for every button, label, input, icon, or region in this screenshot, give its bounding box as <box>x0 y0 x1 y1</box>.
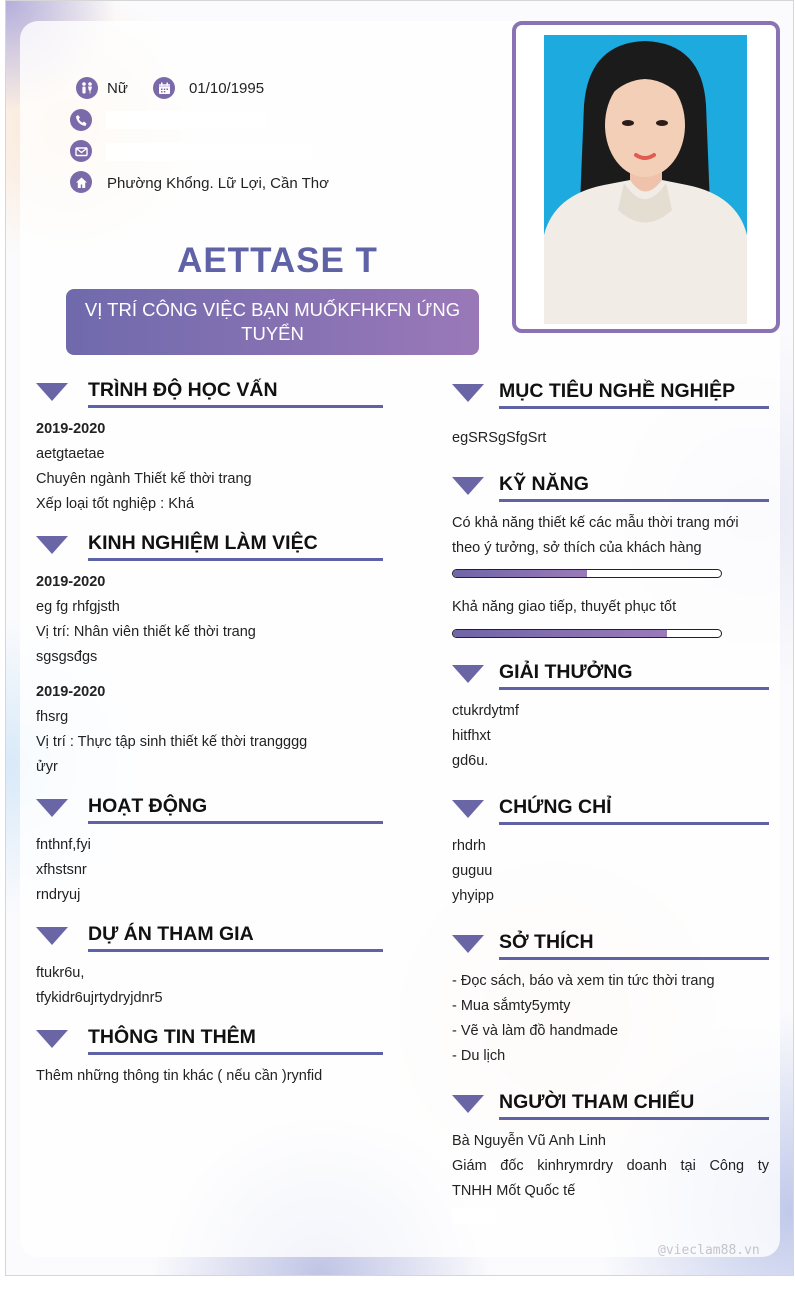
job-desc: ửyr <box>36 759 58 775</box>
hobby-item: - Mua sắmty5ymty <box>452 998 571 1014</box>
phone-icon <box>70 109 92 131</box>
section-underline <box>88 558 383 561</box>
job-period: 2019-2020 <box>36 574 106 590</box>
profile-photo <box>544 35 747 324</box>
education-title: TRÌNH ĐỘ HỌC VẤN <box>88 379 278 401</box>
more-info-text: Thêm những thông tin khác ( nếu cần )rynfid <box>36 1068 323 1084</box>
mail-icon <box>70 140 92 162</box>
job-role: Vị trí: Nhân viên thiết kế thời trang <box>36 624 256 640</box>
section-underline <box>88 405 383 408</box>
activity-item: fnthnf,fyi <box>36 837 91 853</box>
section-underline <box>499 687 769 690</box>
reference-title: NGƯỜI THAM CHIẾU <box>499 1091 695 1113</box>
skill-text: Khả năng giao tiếp, thuyết phục tốt <box>452 599 677 615</box>
triangle-bullet-icon <box>36 383 68 401</box>
email-redacted <box>106 143 311 161</box>
hobbies-title: SỞ THÍCH <box>499 931 594 953</box>
education-grade: Xếp loại tốt nghiệp : Khá <box>36 496 195 512</box>
education-major: Chuyên ngành Thiết kế thời trang <box>36 471 252 487</box>
cv-page <box>5 0 794 1276</box>
job-role: Vị trí : Thực tập sinh thiết kế thời trangggg <box>36 734 308 750</box>
experience-title: KINH NGHIỆM LÀM VIỆC <box>88 532 318 554</box>
skills-title: KỸ NĂNG <box>499 473 589 495</box>
more-info-title: THÔNG TIN THÊM <box>88 1026 256 1048</box>
job-company: fhsrg <box>36 709 69 725</box>
award-item: gd6u. <box>452 753 489 769</box>
education-school: aetgtaetae <box>36 446 105 462</box>
triangle-bullet-icon <box>36 1030 68 1048</box>
triangle-bullet-icon <box>452 384 484 402</box>
triangle-bullet-icon <box>36 799 68 817</box>
section-underline <box>499 499 769 502</box>
triangle-bullet-icon <box>452 665 484 683</box>
hobby-item: - Vẽ và làm đồ handmade <box>452 1023 619 1039</box>
skill-text: Có khả năng thiết kế các mẫu thời trang mới <box>452 515 739 531</box>
candidate-name: AETTASE T <box>177 241 378 280</box>
reference-contact-redacted <box>452 1208 496 1224</box>
reference-role: Giám đốc kinhrymrdry doanh tại Công ty <box>452 1158 769 1174</box>
watermark: @vieclam88.vn <box>658 1243 760 1258</box>
skill-level-bar <box>452 629 722 638</box>
projects-title: DỰ ÁN THAM GIA <box>88 923 254 945</box>
triangle-bullet-icon <box>36 536 68 554</box>
reference-company: TNHH Mốt Quốc tế <box>452 1183 576 1199</box>
triangle-bullet-icon <box>36 927 68 945</box>
objective-title: MỤC TIÊU NGHỀ NGHIỆP <box>499 380 736 402</box>
project-item: tfykidr6ujrtydryjdnr5 <box>36 990 163 1006</box>
job-desc: sgsgsđgs <box>36 649 98 665</box>
triangle-bullet-icon <box>452 800 484 818</box>
phone-redacted <box>106 111 266 129</box>
certificates-title: CHỨNG CHỈ <box>499 796 612 818</box>
activity-item: xfhstsnr <box>36 862 87 878</box>
gender-icon <box>76 77 98 99</box>
section-underline <box>499 1117 769 1120</box>
address-text: Phường Khổng. Lữ Lợi, Cần Thơ <box>107 175 329 192</box>
home-icon <box>70 171 92 193</box>
dob-text: 01/10/1995 <box>189 80 265 97</box>
activities-title: HOẠT ĐỘNG <box>88 795 208 817</box>
award-item: hitfhxt <box>452 728 491 744</box>
certificate-item: yhyipp <box>452 888 494 904</box>
hobby-item: - Đọc sách, báo và xem tin tức thời trang <box>452 973 715 989</box>
job-period: 2019-2020 <box>36 684 106 700</box>
certificate-item: guguu <box>452 863 493 879</box>
project-item: ftukr6u, <box>36 965 85 981</box>
triangle-bullet-icon <box>452 477 484 495</box>
triangle-bullet-icon <box>452 935 484 953</box>
awards-title: GIẢI THƯỞNG <box>499 661 633 683</box>
section-underline <box>499 822 769 825</box>
position-text: VỊ TRÍ CÔNG VIỆC BẠN MUỐKFHKFN ỨNG TUYỂN <box>84 299 461 344</box>
job-company: eg fg rhfgjsth <box>36 599 120 615</box>
skill-text: theo ý tưởng, sở thích của khách hàng <box>452 540 702 556</box>
skill-level-fill <box>453 630 667 637</box>
section-underline <box>499 957 769 960</box>
certificate-item: rhdrh <box>452 838 486 854</box>
section-underline <box>88 1052 383 1055</box>
position-banner <box>66 289 479 355</box>
photo-frame <box>512 21 780 333</box>
section-underline <box>499 406 769 409</box>
objective-text: egSRSgSfgSrt <box>452 430 547 446</box>
award-item: ctukrdytmf <box>452 703 519 719</box>
hobby-item: - Du lịch <box>452 1048 506 1064</box>
skill-level-bar <box>452 569 722 578</box>
education-period: 2019-2020 <box>36 421 106 437</box>
skill-level-fill <box>453 570 587 577</box>
reference-name: Bà Nguyễn Vũ Anh Linh <box>452 1133 606 1149</box>
gender-text: Nữ <box>107 80 128 97</box>
activity-item: rndryuj <box>36 887 81 903</box>
calendar-icon <box>153 77 175 99</box>
triangle-bullet-icon <box>452 1095 484 1113</box>
section-underline <box>88 821 383 824</box>
section-underline <box>88 949 383 952</box>
